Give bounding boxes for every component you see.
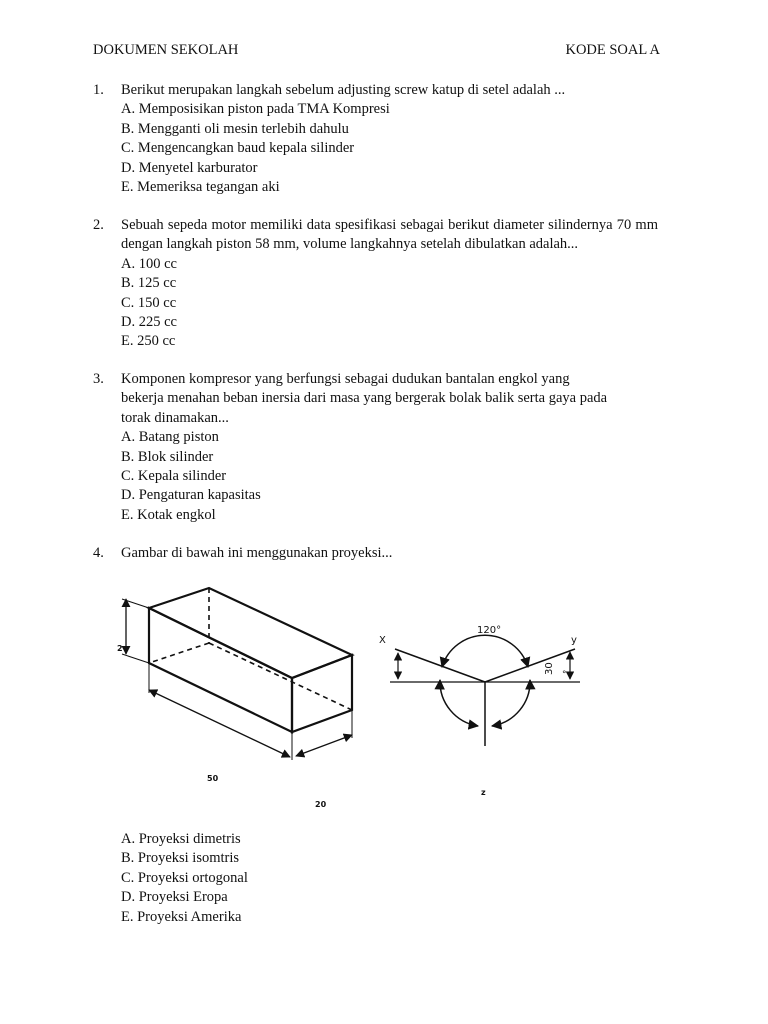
question-text: Berikut merupakan langkah sebelum adjusting screw katup di setel adalah ... [121,82,566,98]
box-length-dimension [149,690,290,757]
question-text: Gambar di bawah ini menggunakan proyeksi... [121,545,393,561]
option-e: E. 250 cc [121,333,176,350]
angle-lower-right-arc [492,680,530,726]
angle-30-label: 30 [544,662,555,675]
axis-x-line [395,649,485,682]
question-text-line-2: bekerja menahan beban inersia dari masa yang bergerak bolak balik serta gaya pada [121,390,608,407]
question-4-options [121,830,248,927]
question-number: 4. [93,545,104,561]
question-number: 1. [93,82,104,98]
option-c: C. Mengencangkan baud kepala silinder [121,140,355,157]
angle-30-degree-symbol: ° [562,670,567,680]
option-a: A. 100 cc [121,255,177,272]
axis-z-label: z [481,788,486,797]
option-b: B. Proyeksi isomtris [121,850,240,867]
option-e: E. Memeriksa tegangan aki [121,179,280,196]
question-number: 2. [93,217,104,233]
option-c: C. Proyeksi ortogonal [121,869,248,886]
axis-x-label: X [379,635,386,646]
question-number: 3. [93,371,104,387]
option-b: B. 125 cc [121,275,177,292]
question-text: Sebuah sepeda motor memiliki data spesifikasi sebagai berikut diameter silindernya 70 mm dengan langkah piston 58 mm, volume langkahnya setelah dibulatkan adalah... [121,217,658,253]
question-text-line-1: Komponen kompresor yang berfungsi sebagai dudukan bantalan engkol yang [121,371,570,387]
box-length-label: 50 [207,774,219,783]
option-b: B. Mengganti oli mesin terlebih dahulu [121,120,349,137]
isometric-axis-diagram [390,635,580,746]
option-d: D. Pengaturan kapasitas [121,487,261,504]
angle-120-arc [442,635,528,667]
isometric-box-drawing [122,588,352,760]
option-a: A. Batang piston [121,429,219,446]
option-d: D. Menyetel karburator [121,159,258,176]
header-school-document: DOKUMEN SEKOLAH [93,42,239,58]
option-d: D. Proyeksi Eropa [121,889,228,906]
axis-y-label: y [571,635,577,646]
option-e: E. Proyeksi Amerika [121,908,242,925]
option-b: B. Blok silinder [121,448,214,465]
box-height-label: 2 [117,644,123,653]
box-width-dimension [296,735,352,756]
box-side-face [292,655,352,732]
box-width-label: 20 [315,800,327,809]
option-c: C. Kepala silinder [121,468,227,485]
option-d: D. 225 cc [121,314,177,331]
option-e: E. Kotak engkol [121,506,216,523]
question-text-line-3: torak dinamakan... [121,409,229,426]
angle-120-label: 120° [477,625,502,636]
option-a: A. Memposisikan piston pada TMA Kompresi [121,101,390,118]
option-c: C. 150 cc [121,294,177,311]
box-top-face [149,588,352,678]
box-front-face [149,608,292,732]
header-exam-code: KODE SOAL A [565,42,660,58]
option-a: A. Proyeksi dimetris [121,831,241,847]
angle-lower-left-arc [440,680,478,726]
